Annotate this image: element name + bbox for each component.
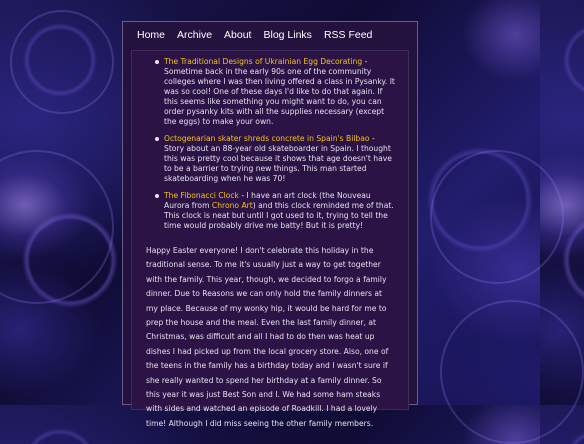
link-ukrainian-eggs[interactable]: The Traditional Designs of Ukrainian Egg Decorating [164, 57, 363, 66]
post-content [131, 50, 409, 428]
background-swirl [440, 300, 584, 444]
post-paragraph: Happy Easter everyone! I don't celebrate this holiday in the traditional sense. To me it's usually just a way to get together with the family. This year, though, we decided to forgo a family dinner. Due to Reasons we can only hold the family dinners at my place. Because of my wonky hip, it would be hard for me to prep the house and the meal. Even the last family dinner, at Christmas, was difficult and all I had to do then was heat up dishes I had picked up from the local grocery store. Also, one of the teens in the family has a birthday today and I wasn't sure if she really wanted to spend her birthday at a family dinner. So this year it was just Best Son and I. We had some ham steaks with sides and watched an episode of Roadkill. I had a lovely time! Although I did miss seeing the other family members. [146, 246, 389, 428]
nav-rss-feed[interactable]: RSS Feed [323, 29, 373, 41]
nav-archive[interactable]: Archive [177, 29, 213, 41]
link-chrono-art[interactable]: Chrono Art [211, 201, 253, 210]
link-list [140, 57, 396, 231]
background-swirl [10, 10, 114, 114]
list-item-text: ) and this clock reminded me of that. This clock is neat but until I got used to it, trying to tell the time would probably drive me batty! But it is pretty! [164, 201, 394, 230]
background-swirl [0, 150, 114, 304]
list-item [164, 191, 396, 231]
nav-home[interactable]: Home [137, 29, 166, 41]
link-octogenarian-skater[interactable]: Octogenarian skater shreds concrete in Spain's Bilbao [164, 134, 370, 143]
list-item-text: - Story about an 88-year old skateboarder in Spain. I thought this was pretty cool because it shows that age doesn't have to be a barrier to trying new things. This man started skateboarding when he was 70! [164, 134, 392, 183]
list-item [164, 57, 396, 127]
top-nav [123, 22, 417, 50]
link-fibonacci-clock[interactable]: The Fibonacci Clock [164, 191, 239, 200]
blog-panel [122, 21, 418, 428]
list-item-text: - Sometime back in the early 90s one of the community colleges where I was then living offered a class in Pysanky. It was so cool! One of these days I'd like to do that again. If this seems like something you might want to do, you can order pysanky kits with all the supplies necessary (except the eggs) to make your own. [164, 57, 395, 126]
list-item-text: - I have an art clock (the Nouveau Aurora from [164, 191, 371, 210]
nav-blog-links[interactable]: Blog Links [263, 29, 312, 41]
nav-about[interactable]: About [224, 29, 252, 41]
list-item [164, 134, 396, 184]
background-swirl [430, 150, 564, 284]
